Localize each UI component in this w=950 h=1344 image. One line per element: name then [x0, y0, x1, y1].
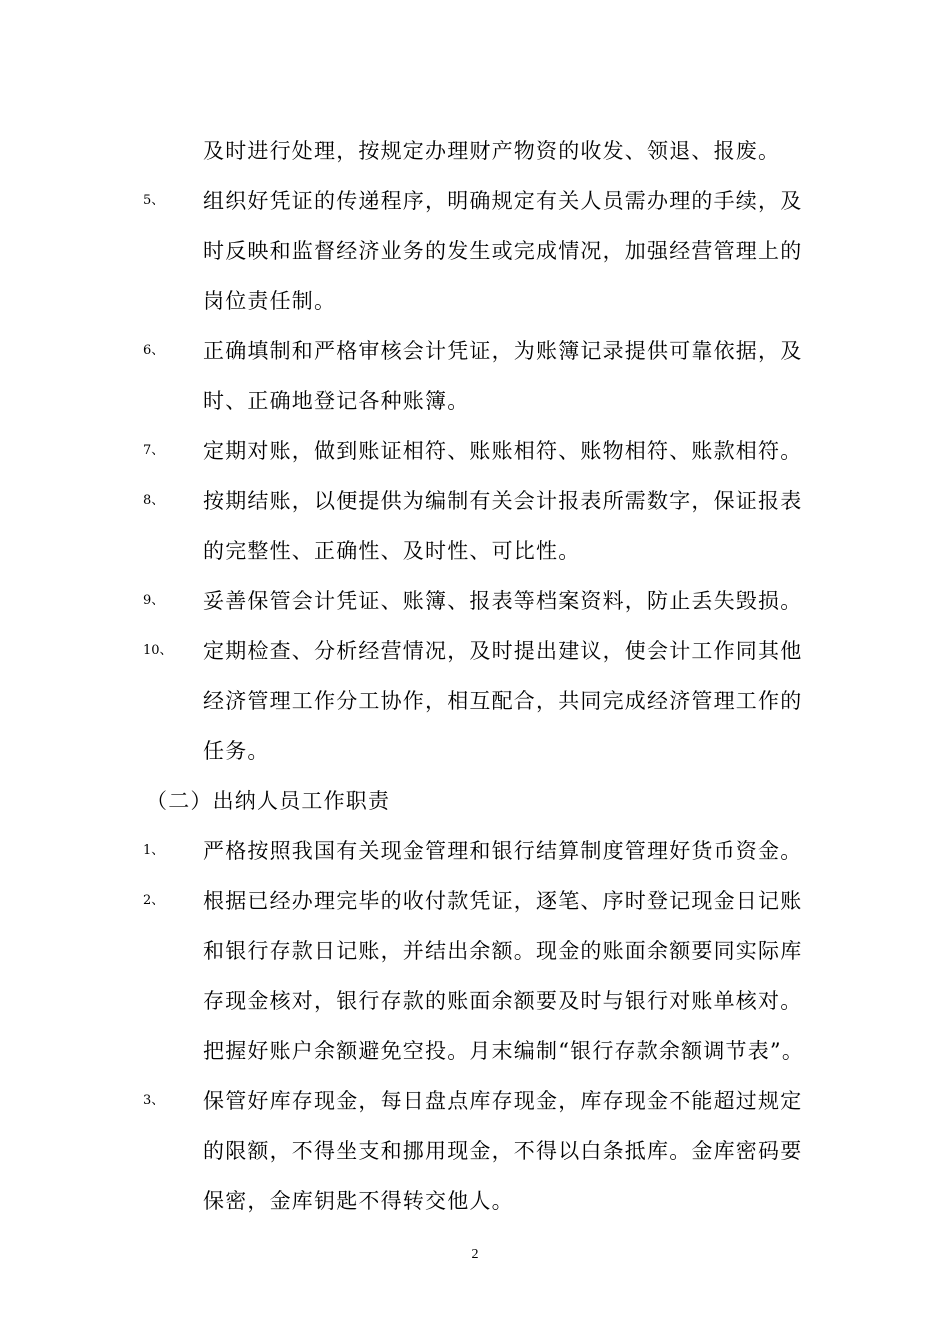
text-line: 和银行存款日记账，并结出余额。现金的账面余额要同实际库: [203, 939, 803, 963]
item-number: 8、: [143, 493, 165, 508]
item-number: 5、: [143, 193, 165, 208]
item-number: 1、: [143, 843, 165, 858]
text-line: 把握好账户余额避免空投。月末编制“银行存款余额调节表”。: [203, 1039, 805, 1063]
item-number: 7、: [143, 443, 165, 458]
text-line: 按期结账，以便提供为编制有关会计报表所需数字，保证报表: [203, 489, 803, 513]
text-line: 及时进行处理，按规定办理财产物资的收发、领退、报废。: [203, 139, 781, 163]
section-heading: （二）出纳人员工作职责: [146, 789, 391, 813]
item-number: 6、: [143, 343, 165, 358]
text-line: 定期检查、分析经营情况，及时提出建议，使会计工作同其他: [203, 639, 803, 663]
text-line: 岗位责任制。: [203, 289, 337, 313]
text-line: 定期对账，做到账证相符、账账相符、账物相符、账款相符。: [203, 439, 803, 463]
text-line: 组织好凭证的传递程序，明确规定有关人员需办理的手续，及: [203, 189, 803, 213]
text-line: 正确填制和严格审核会计凭证，为账簿记录提供可靠依据，及: [203, 339, 803, 363]
item-number: 2、: [143, 893, 165, 908]
item-number: 3、: [143, 1093, 165, 1108]
text-line: 经济管理工作分工协作，相互配合，共同完成经济管理工作的: [203, 689, 803, 713]
text-line: 保管好库存现金，每日盘点库存现金，库存现金不能超过规定: [203, 1089, 803, 1113]
item-number: 10、: [143, 643, 173, 658]
text-line: 严格按照我国有关现金管理和银行结算制度管理好货币资金。: [203, 839, 803, 863]
text-line: 时反映和监督经济业务的发生或完成情况，加强经营管理上的: [203, 239, 803, 263]
text-line: 的完整性、正确性、及时性、可比性。: [203, 539, 581, 563]
text-line: 存现金核对，银行存款的账面余额要及时与银行对账单核对。: [203, 989, 803, 1013]
text-line: 的限额，不得坐支和挪用现金，不得以白条抵库。金库密码要: [203, 1139, 803, 1163]
item-number: 9、: [143, 593, 165, 608]
text-line: 时、正确地登记各种账簿。: [203, 389, 470, 413]
text-line: 妥善保管会计凭证、账簿、报表等档案资料，防止丢失毁损。: [203, 589, 803, 613]
text-line: 任务。: [203, 739, 270, 763]
page-number: 2: [471, 1247, 479, 1262]
text-line: 保密，金库钥匙不得转交他人。: [203, 1189, 514, 1213]
text-line: 根据已经办理完毕的收付款凭证，逐笔、序时登记现金日记账: [203, 889, 803, 913]
